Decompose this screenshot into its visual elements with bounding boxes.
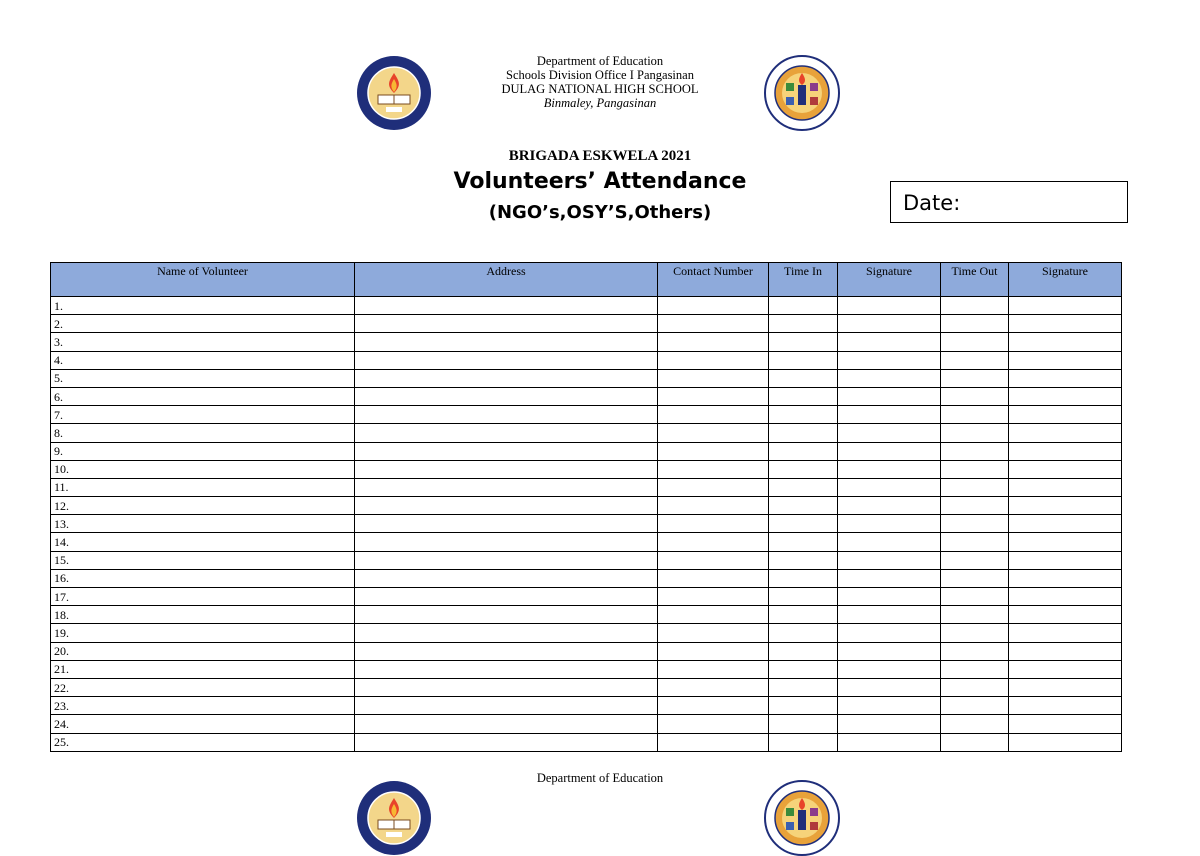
cell-time-out[interactable] <box>941 297 1009 315</box>
cell-address[interactable] <box>355 424 658 442</box>
cell-address[interactable] <box>355 642 658 660</box>
cell-contact[interactable] <box>658 678 769 696</box>
cell-address[interactable] <box>355 569 658 587</box>
column-header-name: Name of Volunteer <box>51 263 355 297</box>
cell-time-in[interactable] <box>769 297 838 315</box>
cell-address[interactable] <box>355 533 658 551</box>
cell-signature-in[interactable] <box>838 642 941 660</box>
column-header-contact: Contact Number <box>658 263 769 297</box>
cell-signature-out[interactable] <box>1009 333 1122 351</box>
cell-contact[interactable] <box>658 333 769 351</box>
table-row <box>51 606 1122 624</box>
division-seal-logo <box>356 55 432 131</box>
cell-signature-out[interactable] <box>1009 460 1122 478</box>
cell-name[interactable]: 15. <box>51 551 355 569</box>
cell-signature-in[interactable] <box>838 606 941 624</box>
table-row <box>51 660 1122 678</box>
cell-signature-out[interactable] <box>1009 642 1122 660</box>
cell-name[interactable]: 24. <box>51 715 355 733</box>
cell-contact[interactable] <box>658 624 769 642</box>
cell-name[interactable]: 16. <box>51 569 355 587</box>
table-row <box>51 697 1122 715</box>
table-row <box>51 387 1122 405</box>
cell-address[interactable] <box>355 406 658 424</box>
table-row <box>51 333 1122 351</box>
cell-name[interactable]: 3. <box>51 333 355 351</box>
cell-name[interactable]: 2. <box>51 315 355 333</box>
cell-address[interactable] <box>355 460 658 478</box>
cell-time-in[interactable] <box>769 642 838 660</box>
cell-signature-in[interactable] <box>838 624 941 642</box>
cell-signature-in[interactable] <box>838 333 941 351</box>
cell-contact[interactable] <box>658 551 769 569</box>
column-header-time-in: Time In <box>769 263 838 297</box>
cell-contact[interactable] <box>658 588 769 606</box>
cell-contact[interactable] <box>658 406 769 424</box>
cell-time-out[interactable] <box>941 733 1009 751</box>
date-field[interactable] <box>890 181 1128 223</box>
cell-time-in[interactable] <box>769 660 838 678</box>
cell-signature-out[interactable] <box>1009 478 1122 496</box>
cell-time-in[interactable] <box>769 369 838 387</box>
cell-contact[interactable] <box>658 606 769 624</box>
cell-time-out[interactable] <box>941 551 1009 569</box>
school-header <box>460 54 740 110</box>
school-seal-logo-footer <box>764 780 840 856</box>
cell-name[interactable]: 13. <box>51 515 355 533</box>
cell-time-out[interactable] <box>941 333 1009 351</box>
cell-signature-out[interactable] <box>1009 442 1122 460</box>
cell-name[interactable]: 5. <box>51 369 355 387</box>
cell-time-out[interactable] <box>941 460 1009 478</box>
cell-time-in[interactable] <box>769 678 838 696</box>
cell-time-in[interactable] <box>769 406 838 424</box>
cell-signature-out[interactable] <box>1009 733 1122 751</box>
table-row <box>51 715 1122 733</box>
cell-address[interactable] <box>355 624 658 642</box>
page-subtitle: (NGO’s,OSY’S,Others) <box>488 202 712 223</box>
cell-name[interactable]: 8. <box>51 424 355 442</box>
cell-time-out[interactable] <box>941 715 1009 733</box>
cell-contact[interactable] <box>658 569 769 587</box>
cell-address[interactable] <box>355 442 658 460</box>
cell-contact[interactable] <box>658 478 769 496</box>
cell-name[interactable]: 17. <box>51 588 355 606</box>
cell-contact[interactable] <box>658 387 769 405</box>
column-header-time-out: Time Out <box>941 263 1009 297</box>
date-label: Date: <box>903 191 961 215</box>
cell-address[interactable] <box>355 333 658 351</box>
cell-name[interactable]: 18. <box>51 606 355 624</box>
cell-time-out[interactable] <box>941 406 1009 424</box>
footer-department: Department of Education <box>536 771 664 785</box>
cell-contact[interactable] <box>658 369 769 387</box>
cell-signature-out[interactable] <box>1009 424 1122 442</box>
table-row <box>51 315 1122 333</box>
cell-address[interactable] <box>355 297 658 315</box>
cell-signature-out[interactable] <box>1009 624 1122 642</box>
school-seal-logo <box>764 55 840 131</box>
table-row <box>51 533 1122 551</box>
table-header-row <box>51 263 1122 297</box>
table-row <box>51 569 1122 587</box>
table-row <box>51 478 1122 496</box>
cell-time-out[interactable] <box>941 588 1009 606</box>
table-row <box>51 624 1122 642</box>
cell-time-in[interactable] <box>769 733 838 751</box>
cell-contact[interactable] <box>658 297 769 315</box>
cell-signature-in[interactable] <box>838 497 941 515</box>
cell-name[interactable]: 12. <box>51 497 355 515</box>
cell-signature-out[interactable] <box>1009 406 1122 424</box>
cell-name[interactable]: 19. <box>51 624 355 642</box>
cell-time-out[interactable] <box>941 387 1009 405</box>
table-body <box>51 297 1122 752</box>
cell-signature-out[interactable] <box>1009 569 1122 587</box>
table-row <box>51 588 1122 606</box>
cell-time-in[interactable] <box>769 715 838 733</box>
cell-signature-out[interactable] <box>1009 678 1122 696</box>
cell-time-in[interactable] <box>769 515 838 533</box>
cell-signature-in[interactable] <box>838 588 941 606</box>
cell-time-in[interactable] <box>769 351 838 369</box>
cell-name[interactable]: 22. <box>51 678 355 696</box>
cell-name[interactable]: 9. <box>51 442 355 460</box>
cell-contact[interactable] <box>658 733 769 751</box>
header-location: Binmaley, Pangasinan <box>543 96 657 110</box>
header-department: Department of Education <box>536 54 664 68</box>
cell-signature-in[interactable] <box>838 569 941 587</box>
cell-contact[interactable] <box>658 515 769 533</box>
column-header-address: Address <box>355 263 658 297</box>
cell-signature-in[interactable] <box>838 551 941 569</box>
table-row <box>51 442 1122 460</box>
cell-signature-in[interactable] <box>838 369 941 387</box>
cell-address[interactable] <box>355 369 658 387</box>
cell-time-out[interactable] <box>941 642 1009 660</box>
cell-time-out[interactable] <box>941 315 1009 333</box>
table-row <box>51 424 1122 442</box>
cell-contact[interactable] <box>658 460 769 478</box>
cell-contact[interactable] <box>658 424 769 442</box>
cell-time-out[interactable] <box>941 478 1009 496</box>
table-row <box>51 369 1122 387</box>
cell-address[interactable] <box>355 733 658 751</box>
cell-signature-out[interactable] <box>1009 588 1122 606</box>
cell-time-in[interactable] <box>769 697 838 715</box>
cell-time-in[interactable] <box>769 387 838 405</box>
cell-name[interactable]: 25. <box>51 733 355 751</box>
cell-signature-in[interactable] <box>838 315 941 333</box>
cell-time-out[interactable] <box>941 660 1009 678</box>
table-row <box>51 497 1122 515</box>
cell-address[interactable] <box>355 697 658 715</box>
cell-signature-out[interactable] <box>1009 715 1122 733</box>
cell-time-in[interactable] <box>769 478 838 496</box>
table-row <box>51 460 1122 478</box>
cell-name[interactable]: 20. <box>51 642 355 660</box>
cell-time-out[interactable] <box>941 515 1009 533</box>
cell-time-out[interactable] <box>941 569 1009 587</box>
cell-address[interactable] <box>355 715 658 733</box>
header-division: Schools Division Office I Pangasinan <box>506 68 694 82</box>
cell-time-in[interactable] <box>769 551 838 569</box>
cell-name[interactable]: 14. <box>51 533 355 551</box>
cell-time-out[interactable] <box>941 497 1009 515</box>
cell-signature-out[interactable] <box>1009 369 1122 387</box>
cell-time-in[interactable] <box>769 569 838 587</box>
cell-time-in[interactable] <box>769 460 838 478</box>
cell-contact[interactable] <box>658 642 769 660</box>
brigada-title: BRIGADA ESKWELA 2021 <box>508 148 692 164</box>
cell-time-out[interactable] <box>941 533 1009 551</box>
cell-name[interactable]: 21. <box>51 660 355 678</box>
cell-signature-in[interactable] <box>838 406 941 424</box>
cell-contact[interactable] <box>658 715 769 733</box>
cell-signature-in[interactable] <box>838 297 941 315</box>
cell-signature-out[interactable] <box>1009 515 1122 533</box>
table-row <box>51 678 1122 696</box>
cell-time-out[interactable] <box>941 424 1009 442</box>
cell-time-in[interactable] <box>769 315 838 333</box>
cell-time-out[interactable] <box>941 678 1009 696</box>
cell-contact[interactable] <box>658 351 769 369</box>
cell-contact[interactable] <box>658 442 769 460</box>
division-seal-logo-footer <box>356 780 432 856</box>
cell-time-in[interactable] <box>769 424 838 442</box>
cell-signature-out[interactable] <box>1009 533 1122 551</box>
table-row <box>51 351 1122 369</box>
cell-signature-out[interactable] <box>1009 351 1122 369</box>
table-row <box>51 515 1122 533</box>
cell-time-out[interactable] <box>941 697 1009 715</box>
cell-time-in[interactable] <box>769 606 838 624</box>
column-header-signature-in: Signature <box>838 263 941 297</box>
cell-signature-in[interactable] <box>838 533 941 551</box>
cell-address[interactable] <box>355 606 658 624</box>
cell-contact[interactable] <box>658 497 769 515</box>
cell-address[interactable] <box>355 678 658 696</box>
cell-address[interactable] <box>355 551 658 569</box>
cell-address[interactable] <box>355 387 658 405</box>
cell-time-out[interactable] <box>941 369 1009 387</box>
table-row <box>51 406 1122 424</box>
cell-signature-in[interactable] <box>838 515 941 533</box>
cell-contact[interactable] <box>658 660 769 678</box>
cell-contact[interactable] <box>658 533 769 551</box>
cell-time-in[interactable] <box>769 497 838 515</box>
column-header-signature-out: Signature <box>1009 263 1122 297</box>
cell-signature-in[interactable] <box>838 351 941 369</box>
cell-time-in[interactable] <box>769 533 838 551</box>
cell-name[interactable]: 11. <box>51 478 355 496</box>
cell-signature-in[interactable] <box>838 460 941 478</box>
cell-time-in[interactable] <box>769 442 838 460</box>
table-row <box>51 297 1122 315</box>
cell-signature-in[interactable] <box>838 733 941 751</box>
cell-signature-out[interactable] <box>1009 551 1122 569</box>
cell-signature-in[interactable] <box>838 478 941 496</box>
cell-address[interactable] <box>355 515 658 533</box>
cell-name[interactable]: 10. <box>51 460 355 478</box>
cell-signature-out[interactable] <box>1009 387 1122 405</box>
cell-address[interactable] <box>355 497 658 515</box>
cell-signature-in[interactable] <box>838 424 941 442</box>
cell-time-out[interactable] <box>941 442 1009 460</box>
cell-time-in[interactable] <box>769 624 838 642</box>
header-school-name: DULAG NATIONAL HIGH SCHOOL <box>501 82 699 96</box>
cell-signature-in[interactable] <box>838 697 941 715</box>
cell-time-out[interactable] <box>941 351 1009 369</box>
table-row <box>51 642 1122 660</box>
cell-time-out[interactable] <box>941 624 1009 642</box>
cell-signature-out[interactable] <box>1009 660 1122 678</box>
cell-time-out[interactable] <box>941 606 1009 624</box>
cell-name[interactable]: 23. <box>51 697 355 715</box>
cell-name[interactable]: 4. <box>51 351 355 369</box>
attendance-table <box>50 262 1122 752</box>
cell-signature-in[interactable] <box>838 660 941 678</box>
page-title: Volunteers’ Attendance <box>453 169 747 194</box>
table-row <box>51 733 1122 751</box>
cell-address[interactable] <box>355 588 658 606</box>
cell-contact[interactable] <box>658 315 769 333</box>
cell-signature-out[interactable] <box>1009 606 1122 624</box>
cell-signature-in[interactable] <box>838 442 941 460</box>
cell-time-in[interactable] <box>769 333 838 351</box>
cell-address[interactable] <box>355 351 658 369</box>
cell-signature-out[interactable] <box>1009 497 1122 515</box>
cell-signature-in[interactable] <box>838 715 941 733</box>
cell-address[interactable] <box>355 315 658 333</box>
cell-signature-out[interactable] <box>1009 297 1122 315</box>
cell-time-in[interactable] <box>769 588 838 606</box>
cell-name[interactable]: 1. <box>51 297 355 315</box>
table-row <box>51 551 1122 569</box>
cell-address[interactable] <box>355 660 658 678</box>
cell-signature-in[interactable] <box>838 387 941 405</box>
cell-address[interactable] <box>355 478 658 496</box>
cell-signature-out[interactable] <box>1009 315 1122 333</box>
cell-contact[interactable] <box>658 697 769 715</box>
cell-name[interactable]: 6. <box>51 387 355 405</box>
cell-signature-in[interactable] <box>838 678 941 696</box>
cell-signature-out[interactable] <box>1009 697 1122 715</box>
cell-name[interactable]: 7. <box>51 406 355 424</box>
